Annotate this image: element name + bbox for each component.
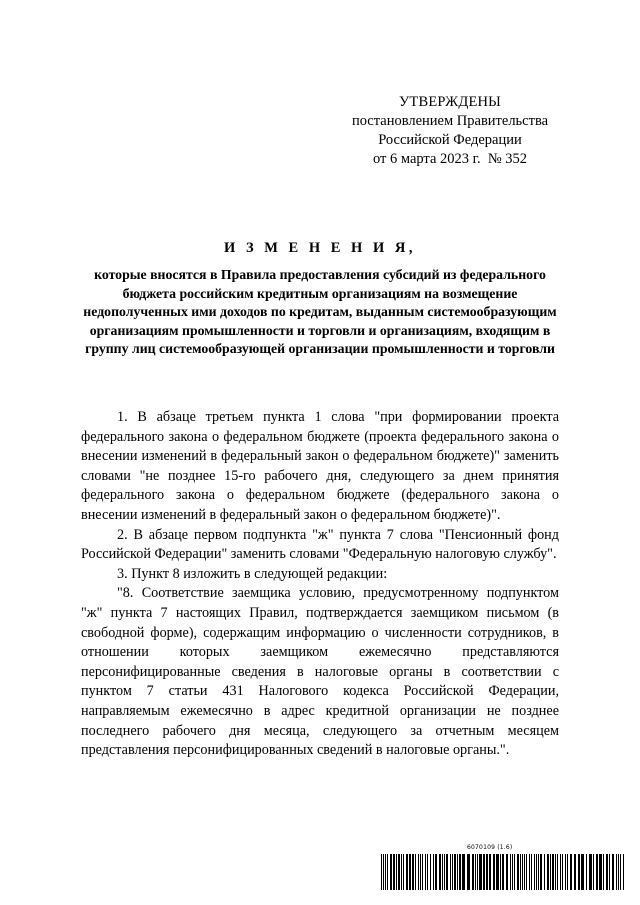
approval-stamp bbox=[340, 93, 560, 169]
document-subtitle: которые вносятся в Правила предоставления субсидий из федерального бюджета российским кредитным организациям на возмещение недополученных ими доходов по кредитам, выданным системообразующим организациям промышленности и торговли и организациям, входящим в группу лиц системообразующей организации промышленности и торговли bbox=[83, 267, 557, 356]
approval-date-number: от 6 марта 2023 г. № 352 bbox=[372, 151, 528, 167]
approval-decree: постановлением Правительства bbox=[351, 113, 549, 129]
paragraph-1: 1. В абзаце третьем пункта 1 слова "при формировании проекта федерального закона о федеральном бюджете (проекта федерального закона о внесении изменений в федеральный закон о федеральном бюджете)" заменить словами "не позднее 15-го рабочего дня, следующего за днем принятия федерального закона о федеральном бюджете (федерального закона о внесении изменений в федеральный закон о федеральном бюджете)". bbox=[81, 409, 559, 523]
barcode-block bbox=[381, 844, 626, 894]
approval-authority: Российской Федерации bbox=[378, 132, 522, 148]
paragraph-2: 2. В абзаце первом подпункта "ж" пункта 7 слова "Пенсионный фонд Российской Федерации" заменить словами "Федеральную налоговую службу". bbox=[81, 526, 559, 563]
barcode-number: 6070109 (1.6) bbox=[467, 844, 513, 851]
paragraph-4: "8. Соответствие заемщика условию, предусмотренному подпунктом "ж" пункта 7 настоящих Правил, подтверждается заемщиком письмом (в свободной форме), содержащим информацию о численности сотрудников, в отношении которых заемщиком ежемесячно представляются персонифицированные сведения в налоговые органы в соответствии с пунктом 7 статьи 431 Налогового кодекса Российской Федерации, направляемым ежемесячно в адрес кредитной организации не позднее последнего рабочего дня месяца, следующего за отчетным месяцем представления персонифицированных сведений в налоговые органы.". bbox=[81, 585, 559, 759]
barcode-icon bbox=[381, 854, 626, 890]
paragraph-3: 3. Пункт 8 изложить в следующей редакции: bbox=[117, 565, 388, 582]
document-title: И З М Е Н Е Н И Я, bbox=[224, 240, 416, 256]
approval-heading: УТВЕРЖДЕНЫ bbox=[398, 94, 502, 110]
document-body bbox=[81, 408, 559, 761]
